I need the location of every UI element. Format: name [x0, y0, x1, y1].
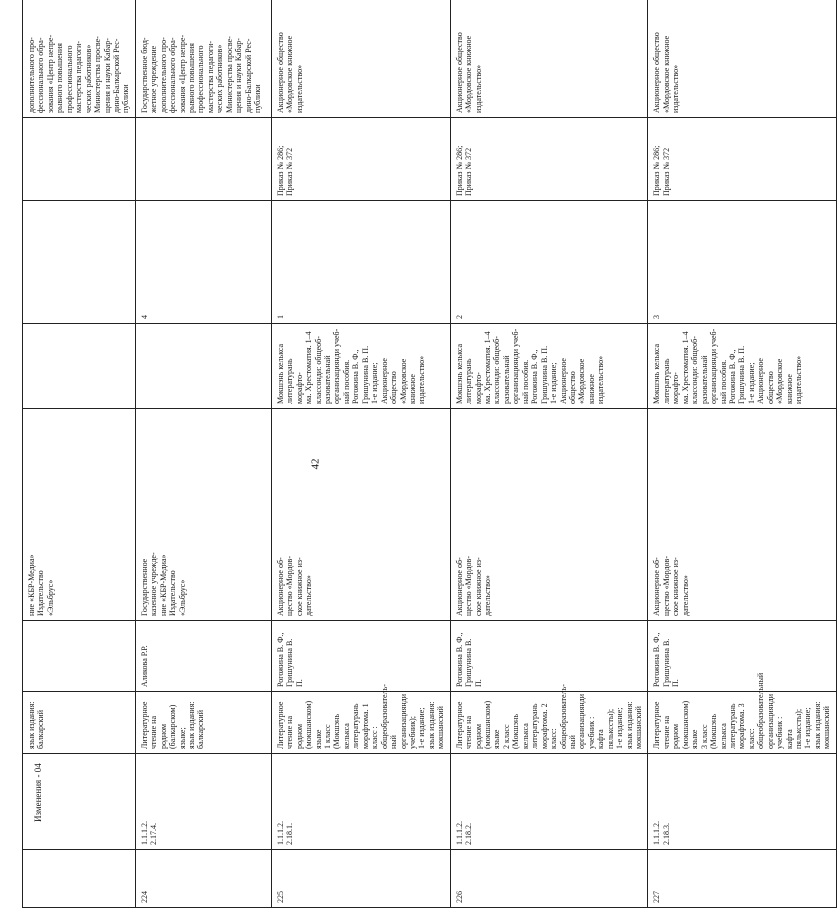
- publisher-line: щество «Мордов-: [285, 556, 295, 616]
- title-line: язык издания: мокшанский: [426, 701, 446, 749]
- title-line: язык издания: мокшанский: [812, 701, 832, 749]
- title-line: 1-е издание;: [615, 707, 625, 749]
- table-row: [271, 0, 450, 908]
- authors-line: Аликова Р.Р.: [139, 645, 149, 687]
- title-line: учебник);: [407, 716, 417, 749]
- cell-title: [450, 684, 648, 754]
- authors-line: П.: [671, 679, 681, 687]
- description-line: Акционерное общество «Мордовское: [756, 358, 785, 404]
- title-line: литературань морафтома. 2: [530, 703, 549, 749]
- publisher-line: Акционерное об-: [652, 557, 662, 616]
- cell-publisher: [648, 409, 836, 621]
- title-line: 3 класс (Мокшэнь келькса: [699, 714, 728, 749]
- developer-line: профессионального: [64, 45, 74, 113]
- cell-description: [450, 324, 648, 409]
- developer-line: жетное учреждение: [149, 45, 159, 113]
- description-line: разовательнай организациянди учеб-: [699, 328, 719, 404]
- publisher-line: дательство»: [680, 575, 690, 616]
- publisher-line: ское книжное из-: [294, 557, 304, 616]
- developer-line: рывного повышения: [55, 43, 65, 113]
- cell-description: [271, 324, 450, 409]
- cell-description: [648, 324, 836, 409]
- title-line: 1-е издание;: [417, 707, 427, 749]
- description-line: разовательнай организациянди учеб-: [323, 328, 342, 404]
- authors-line: Рогожина В. Ф.,: [652, 632, 662, 687]
- title-line: Литературное чтение на: [454, 701, 474, 749]
- title-line: Литературное чтение на: [275, 701, 295, 749]
- cell-position: 1: [271, 201, 450, 324]
- developer-line: мастерства педагоги-: [74, 40, 84, 113]
- table-body: [23, 0, 837, 908]
- developer-line: дино-Балкарской Рес-: [243, 38, 253, 113]
- publisher-line: Государственное: [139, 558, 149, 616]
- description-line: Рогожина В. Ф., Гришунина В. П.: [351, 345, 370, 404]
- cell-authors: [450, 621, 648, 692]
- description-line: 1-е издание;: [746, 362, 756, 404]
- publisher-line: дательство»: [304, 575, 314, 616]
- developer-line: щения и науки Кабар-: [234, 38, 244, 113]
- orders-line: Приказ № 286;: [275, 145, 285, 196]
- description-line: разовательнай организациянди учеб-: [501, 328, 521, 404]
- developer-line: Акционерное общество: [275, 32, 285, 113]
- developer-line: «Мордовское книжное: [661, 35, 671, 113]
- table-row: [648, 0, 836, 908]
- authors-line: Рогожина В. Ф.,: [275, 632, 285, 687]
- cell-description: [135, 324, 271, 409]
- developer-line: зования «Центр непре-: [45, 34, 55, 113]
- title-line: организациянди учебник :: [765, 694, 785, 749]
- title-line: родном (балкарском) языке;: [158, 704, 187, 749]
- description-line: книжное издательство»: [407, 355, 427, 404]
- description-line: Мокшэнь келькса литературань морафто-: [454, 343, 483, 404]
- authors-line: П.: [473, 679, 483, 687]
- cell-title: [271, 684, 450, 754]
- federal-textbook-list-table: [22, 0, 837, 908]
- developer-line: Государственное бюд-: [139, 37, 149, 113]
- developer-line: дино-Балкарской Рес-: [111, 38, 121, 113]
- publisher-line: «Эльбрус»: [45, 579, 55, 616]
- cell-orders: [648, 118, 836, 201]
- title-line: 2 класс (Мокшэнь келькса: [501, 714, 530, 749]
- description-line: най пособия.: [341, 359, 351, 404]
- cell-publisher: [271, 409, 450, 621]
- cell-num: [23, 850, 136, 908]
- cell-developer: [450, 0, 648, 118]
- cell-position: [23, 201, 136, 324]
- description-line: Акционерное общество «Мордовское: [558, 358, 587, 404]
- developer-line: профессионального: [196, 45, 206, 113]
- cell-num: 226: [450, 850, 648, 908]
- cell-description: [23, 324, 136, 409]
- title-line: литературань морафтома. 3: [727, 703, 747, 749]
- cell-code: 1.1.1.2. 2.17.4.: [135, 754, 271, 850]
- cell-publisher: [135, 409, 271, 621]
- orders-line: Приказ № 286;: [454, 145, 464, 196]
- publisher-line: щество «Мордов-: [661, 556, 671, 616]
- developer-line: фессионального обра-: [168, 37, 178, 113]
- description-line: най пособия.: [520, 359, 530, 404]
- publisher-line: ское книжное из-: [671, 557, 681, 616]
- cell-orders: [271, 118, 450, 201]
- cell-authors: [271, 621, 450, 692]
- publisher-line: Акционерное об-: [454, 557, 464, 616]
- cell-orders: [450, 118, 648, 201]
- title-line: язык издания: балкарский: [187, 701, 206, 749]
- title-line: класс: общеобразователь-: [549, 684, 568, 749]
- title-line: 1-е издание;: [803, 707, 813, 749]
- developer-line: Министерства просве-: [93, 36, 103, 113]
- description-line: 1-е издание;: [370, 362, 380, 404]
- developer-line: «Мордовское книжное: [464, 35, 474, 113]
- publisher-line: ние «КБР-Медиа»: [27, 554, 36, 616]
- cell-authors: [23, 621, 136, 692]
- table-row: [135, 0, 271, 908]
- developer-line: издательство»: [473, 64, 483, 113]
- description-line: книжное издательство»: [586, 355, 606, 404]
- cell-authors: [135, 621, 271, 692]
- orders-line: Приказ № 372: [464, 147, 474, 196]
- publisher-line: «Эльбрус»: [177, 579, 187, 616]
- description-line: Рогожина В. Ф., Гришунина В. П.: [530, 345, 549, 404]
- cell-num: 224: [135, 850, 271, 908]
- title-line: кафта пялькссты);: [784, 708, 803, 749]
- developer-line: публики: [253, 84, 263, 113]
- cell-title: [135, 692, 271, 754]
- title-line: ный организациянди: [567, 694, 587, 749]
- footer-revision-note: Изменения - 04: [33, 763, 43, 822]
- cell-orders: [23, 118, 136, 201]
- publisher-line: казенное учрежде-: [149, 552, 159, 616]
- developer-line: публики: [121, 84, 131, 113]
- publisher-line: Издательство: [168, 570, 178, 616]
- developer-line: щения и науки Кабар-: [102, 38, 112, 113]
- title-line: родном (мокшанском) языке: [473, 700, 502, 749]
- description-line: 1-е издание;: [549, 362, 559, 404]
- title-line: Литературное чтение на: [652, 701, 671, 749]
- cell-developer: [135, 0, 271, 118]
- title-line: класс: общеобразовательный: [746, 672, 766, 749]
- orders-line: Приказ № 372: [285, 147, 295, 196]
- description-line: Рогожина В. Ф., Гришунина В. П.: [727, 345, 747, 404]
- cell-publisher: [23, 409, 136, 621]
- title-line: язык издания: балкарский: [27, 701, 46, 749]
- cell-title: [648, 672, 836, 754]
- developer-line: Акционерное общество: [652, 32, 662, 113]
- developer-line: рывного повышения: [187, 43, 196, 113]
- developer-line: зования «Центр непре-: [177, 34, 187, 113]
- publisher-line: ское книжное из-: [473, 557, 483, 616]
- developer-line: дополнительного про-: [158, 37, 168, 113]
- developer-line: дополнительного про-: [27, 37, 36, 113]
- cell-num: 225: [271, 850, 450, 908]
- cell-code: 1.1.1.2. 2.18.2.: [450, 754, 648, 850]
- developer-line: издательство»: [671, 64, 681, 113]
- description-line: книжное издательство»: [784, 355, 803, 404]
- cell-title: [23, 692, 136, 754]
- cell-position: 2: [450, 201, 648, 324]
- description-line: най пособия.: [718, 359, 728, 404]
- cell-num: 227: [648, 850, 836, 908]
- cell-position: 4: [135, 201, 271, 324]
- publisher-line: дательство»: [483, 575, 492, 616]
- table-row: [450, 0, 648, 908]
- title-line: Литературное чтение на: [139, 701, 159, 749]
- title-line: язык издания: мокшанский: [624, 701, 643, 749]
- developer-line: Акционерное общество: [454, 32, 464, 113]
- authors-line: Рогожина В. Ф.,: [454, 632, 464, 687]
- developer-line: ческих работников»: [215, 44, 225, 113]
- cell-code: 1.1.1.2. 2.18.3.: [648, 754, 836, 850]
- cell-authors: [648, 621, 836, 692]
- cell-developer: [271, 0, 450, 118]
- developer-line: ческих работников»: [83, 44, 93, 113]
- authors-line: Гришунина В.: [661, 638, 671, 687]
- description-line: ма. Хрестоматия. 1–4 классонди: общеоб-: [304, 331, 323, 404]
- page-number: 42: [309, 458, 322, 470]
- orders-line: Приказ № 286;: [652, 145, 662, 196]
- description-line: ма. Хрестоматия. 1–4 классонди: общеоб-: [483, 331, 502, 404]
- cell-developer: [648, 0, 836, 118]
- title-line: 1 класс (Мокшэнь келькса: [323, 714, 351, 749]
- description-line: Мокшэнь келькса литературань морафто-: [275, 343, 304, 404]
- cell-developer: [23, 0, 136, 118]
- developer-line: фессионального обра-: [36, 37, 46, 113]
- authors-line: П.: [294, 679, 304, 687]
- developer-line: мастерства педагоги-: [205, 40, 215, 113]
- cell-position: 3: [648, 201, 836, 324]
- authors-line: Гришунина В.: [285, 638, 295, 687]
- title-line: родном (мокшанском) языке: [671, 700, 700, 749]
- description-line: ма. Хрестоматия. 1–4 классонди: общеоб-: [680, 331, 700, 404]
- developer-line: издательство»: [294, 64, 304, 113]
- publisher-line: щество «Мордов-: [464, 556, 474, 616]
- title-line: ный организациянди: [389, 694, 408, 749]
- cell-orders: [135, 118, 271, 201]
- authors-line: Гришунина В.: [464, 638, 474, 687]
- cell-publisher: [450, 409, 648, 621]
- title-line: родном (мокшанском) языке: [294, 700, 323, 749]
- orders-line: Приказ № 372: [661, 147, 671, 196]
- publisher-line: ние «КБР-Медиа»: [158, 554, 168, 616]
- description-line: Акционерное общество «Мордовское: [379, 358, 408, 404]
- publisher-line: Издательство: [36, 570, 46, 616]
- publisher-line: Акционерное об-: [275, 557, 285, 616]
- title-line: учебник : кафта пялькссты);: [586, 708, 615, 749]
- cell-code: 1.1.1.2. 2.18.1.: [271, 754, 450, 850]
- description-line: Мокшэнь келькса литературань морафто-: [652, 343, 681, 404]
- title-line: класс : общеобразователь-: [370, 684, 389, 749]
- developer-line: «Мордовское книжное: [285, 35, 295, 113]
- developer-line: Министерства просве-: [224, 36, 234, 113]
- title-line: литературань морафтома. 1: [351, 703, 370, 749]
